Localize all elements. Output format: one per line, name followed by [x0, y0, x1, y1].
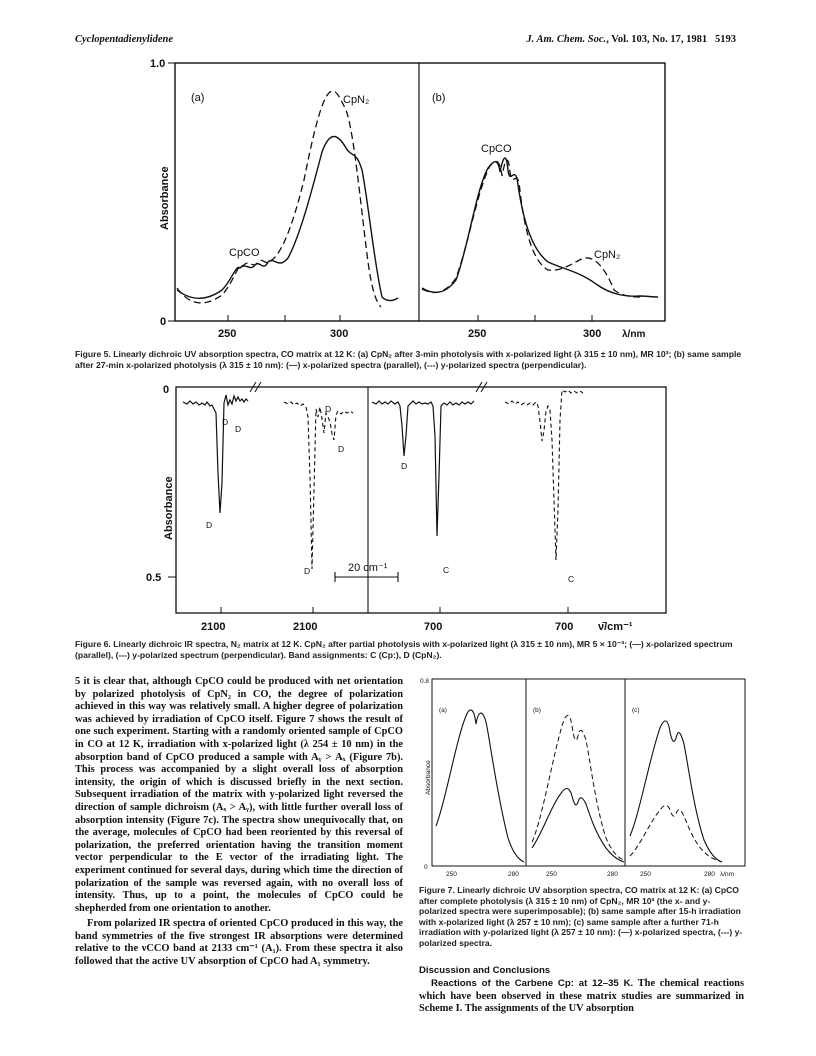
fig7-panel-a: (a)	[439, 707, 447, 714]
fig5b-label-cpco: CpCO	[481, 143, 512, 155]
fig6-band-d-5: D	[338, 444, 345, 454]
journal-citation: J. Am. Chem. Soc., Vol. 103, No. 17, 1981 5193	[526, 34, 736, 45]
body-right-column	[419, 965, 744, 1016]
figure-5	[168, 63, 665, 321]
fig5-tick-b-250: 250	[468, 328, 487, 340]
fig5a-x-polarized-curve	[177, 137, 398, 301]
fig5a-y-polarized-curve	[177, 91, 381, 307]
fig5-panel-a: (a)	[191, 92, 205, 104]
fig7c-y-polarized-curve	[630, 806, 722, 863]
figure-6-band-labels	[206, 364, 574, 584]
fig5-y-bottom: 0	[160, 316, 167, 328]
fig7-x-unit: λ/nm	[720, 871, 735, 878]
fig7-panel-b: (b)	[533, 707, 541, 714]
fig7a-curve	[436, 710, 524, 862]
fig5b-x-polarized-curve	[422, 158, 658, 297]
fig7b-y-polarized-curve	[532, 716, 624, 861]
fig7-y-bottom: 0	[424, 864, 428, 871]
fig6-band-d-7: D	[401, 461, 408, 471]
fig6-y-top: 0	[163, 384, 170, 396]
fig6-band-d-1: D	[222, 417, 229, 427]
fig7-tick-a-250: 250	[446, 871, 457, 878]
figure-6	[168, 382, 666, 613]
fig5-y-top: 1.0	[150, 58, 166, 70]
fig5a-label-cpco: CpCO	[229, 247, 260, 259]
fig5-tick-b-300: 300	[583, 328, 602, 340]
fig6-band-c-1: C	[443, 565, 450, 575]
fig6-y-bottom: 0.5	[146, 572, 162, 584]
fig7-tick-b-250: 250	[546, 871, 557, 878]
fig5-caption: Figure 5. Linearly dichroic UV absorption spectra, CO matrix at 12 K: (a) CpN₂ after 3-min photolysis with x-polarized light (λ 315 ± 10 nm), MR 10³; (b) same sample after 27-min x-polarized photolysis (λ 315 ± 10 nm): (—) x-polarized spectra (parallel), (---) y-polarized spectra (perpendicular).	[75, 349, 742, 370]
body-left-column	[75, 676, 403, 969]
fig5-tick-a-250: 250	[218, 328, 237, 340]
fig7-tick-a-280: 280	[508, 871, 519, 878]
fig6-x-polarized-trace-2100	[183, 395, 248, 513]
fig6-frame	[176, 387, 666, 613]
subheading: Reactions of the Carbene Cp: at 12–35 K.	[431, 978, 634, 989]
fig6-scale-label: 20 cm⁻¹	[348, 562, 388, 574]
fig7-caption: Figure 7. Linearly dichroic UV absorption spectra, CO matrix at 12 K: (a) CpCO after complete photolysis (λ 315 ± 10 nm) of CpN₂, MR 10³ (the x- and y-polarized spectra were superimposable); (b) same sample after 15-h irradiation with x-polarized light (λ 257 ± 10 nm); (c) same sample after a further 71-h irradiation with y-polarized light (λ 257 ± 10 nm): (—) x-polarized spectra, (---) y-polarized spectra.	[419, 885, 743, 948]
fig7-tick-b-280: 280	[607, 871, 618, 878]
fig7-frame	[432, 679, 745, 866]
fig5b-y-polarized-curve	[422, 160, 640, 297]
fig6-tick-3: 700	[424, 621, 443, 633]
fig5-x-unit: λ/nm	[622, 329, 646, 340]
fig7-ylabel: Absorbance	[425, 760, 432, 795]
fig7-tick-c-280: 280	[704, 871, 715, 878]
fig5b-label-cpn2: CpN₂	[594, 249, 621, 261]
fig6-tick-4: 700	[555, 621, 574, 633]
fig6-band-d-6: D	[304, 566, 311, 576]
fig6-x-unit: ν̄/cm⁻¹	[598, 621, 633, 633]
fig5-frame	[175, 63, 665, 321]
running-title: Cyclopentadienylidene	[75, 34, 173, 45]
fig7-y-top: 0.8	[420, 678, 430, 685]
fig5-ylabel: Absorbance	[159, 166, 171, 230]
fig7b-x-polarized-curve	[532, 789, 624, 862]
fig7c-x-polarized-curve	[630, 721, 722, 862]
figure-7	[432, 679, 745, 866]
fig6-band-d-3: D	[206, 520, 213, 530]
fig7-tick-c-250: 250	[640, 871, 651, 878]
paragraph-1: 5 it is clear that, although CpCO could be produced with net orientation by polarized photolysis of CpN₂ in CO, the degree of polarization achieved in this way was relatively small. A higher degree of polarization was achieved by irradiation of CpCO itself. Figure 7 shows the result of one such experiment. Starting with a randomly oriented sample of CpCO in CO at 12 K, irradiation with x-polarized light (λ 254 ± 10 nm) in the absorption band of CpCO produced a sample with Aᵧ > Aₓ (Figure 7b). This process was accompanied by a slight overall loss of absorption intensity, the origin of which is discussed briefly in the next section. Subsequent irradiation of the matrix with y-polarized light reversed the direction of sample dichroism (Aₓ > Aᵧ), with little further overall loss of absorption intensity (Figure 7c). The spectra show unequivocally that, on the average, molecules of CpCO had been reoriented by this reversal of polarization, the preferred orientation having the transition moment vector perpendicular to the E vector of the irradiating light. The experiment continued for several days, during which time the direction of polarization of the sample was reversed again, with no overall loss of intensity. Thus, up to a point, the molecules of CpCO could be shepherded from one orientation to another.	[75, 676, 403, 914]
fig6-tick-1: 2100	[201, 621, 226, 633]
fig6-y-polarized-trace-2100	[284, 402, 353, 569]
fig5-tick-a-300: 300	[330, 328, 349, 340]
fig6-ylabel: Absorbance	[163, 476, 175, 540]
fig5-panel-b: (b)	[432, 92, 446, 104]
fig5a-label-cpn2: CpN₂	[343, 94, 370, 106]
fig6-band-d-4: D	[325, 404, 332, 414]
fig6-band-c-2: C	[568, 574, 575, 584]
paragraph-2: From polarized IR spectra of oriented CpCO produced in this way, the band symmetries of the five strongest IR absorptions were determined relative to the νCCO band at 2133 cm⁻¹ (A₁). From these spectra it also followed that the active UV absorption of CpCO had A₁ symmetry.	[75, 918, 403, 968]
figure-7-text	[420, 678, 734, 878]
fig6-band-d-2: D	[235, 424, 242, 434]
section-heading: Discussion and Conclusions	[419, 965, 551, 976]
right-paragraph: Reactions of the Carbene Cp: at 12–35 K. The chemical reactions which have been observed in these matrix studies are summarized in Scheme I. The assignments of the UV absorption	[419, 978, 744, 1015]
fig6-x-polarized-trace-700	[372, 401, 474, 536]
fig6-y-polarized-trace-700	[505, 390, 583, 560]
fig6-caption: Figure 6. Linearly dichroic IR spectra, N₂ matrix at 12 K. CpN₂ after partial photolysis with x-polarized light (λ 315 ± 10 nm), MR 5 × 10⁻³; (—) x-polarized spectrum (parallel), (---) y-polarized spectrum (perpendicular). Band assignments: C (Cp:), D (CpN₂).	[75, 639, 733, 660]
fig7-panel-c: (c)	[632, 707, 640, 714]
fig6-tick-2: 2100	[293, 621, 318, 633]
